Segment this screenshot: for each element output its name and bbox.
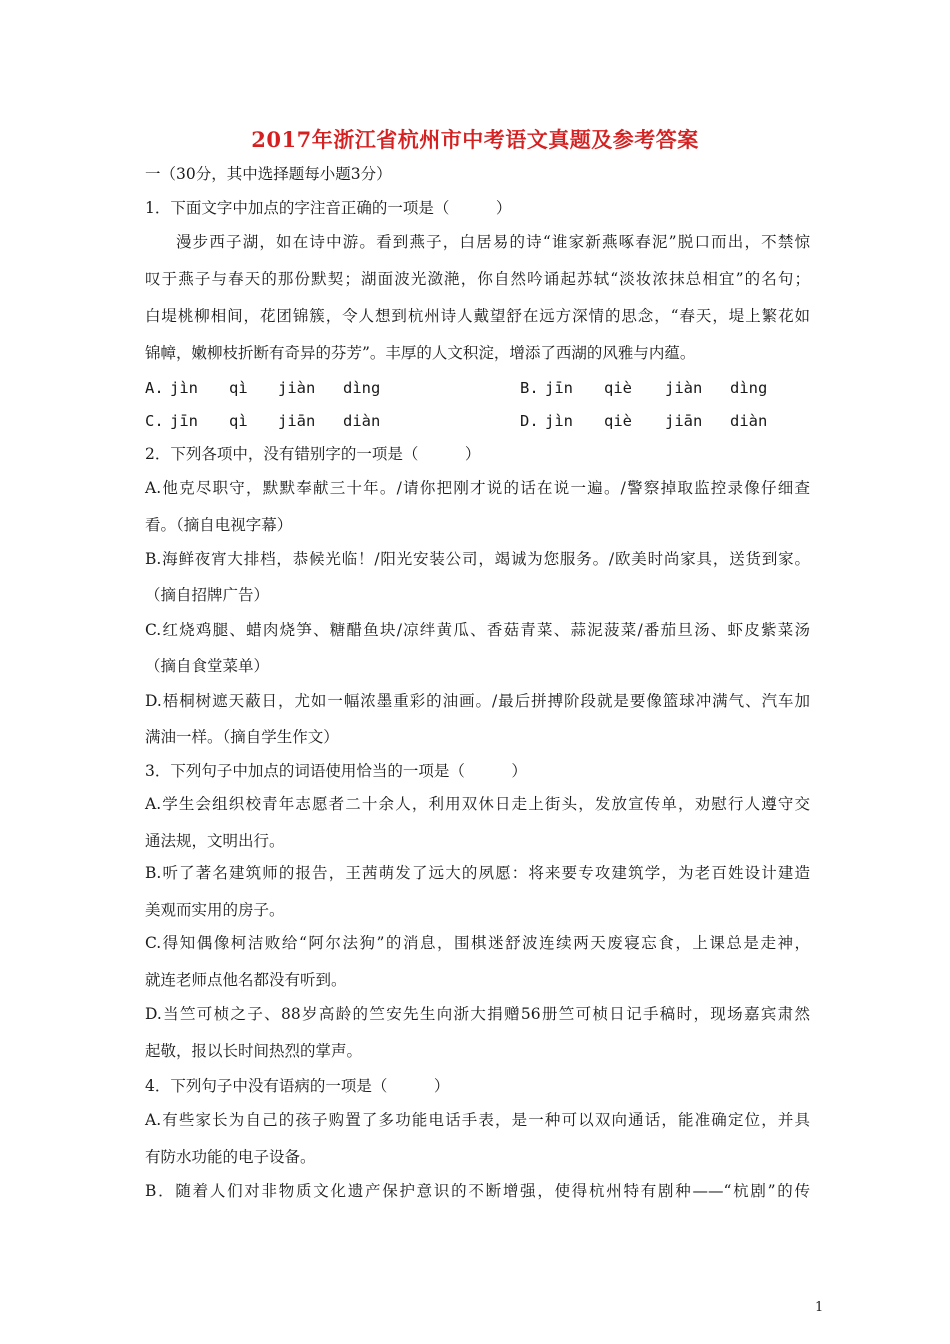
q3-line: B.听了著名建筑师的报告，王茜萌发了远大的夙愿：将来要专攻建筑学，为老百姓设计建造 [145, 864, 810, 882]
q2-line: B.海鲜夜宵大排档，恭候光临！/阳光安装公司，竭诚为您服务。/欧美时尚家具，送货到家。 [145, 550, 810, 568]
q1-passage-line: 叹于燕子与春天的那份默契；湖面波光潋滟，你自然吟诵起苏轼“淡妆浓抹总相宜”的名句； [145, 270, 810, 288]
question-4-stem: 4．下列句子中没有语病的一项是（ ） [145, 1077, 450, 1095]
q2-line: A.他克尽职守，默默奉献三十年。/请你把刚才说的话在说一遍。/警察掉取监控录像仔细查 [145, 479, 810, 497]
q2-line: C.红烧鸡腿、蜡肉烧笋、糖醋鱼块/凉绊黄瓜、香菇青菜、蒜泥菠菜/番茄旦汤、虾皮紫菜汤 [145, 621, 810, 639]
document-title: 2017年浙江省杭州市中考语文真题及参考答案 [251, 127, 699, 152]
q3-line: A.学生会组织校青年志愿者二十余人，利用双休日走上街头，发放宣传单，劝慰行人遵守交 [145, 795, 810, 813]
q4-line: A.有些家长为自己的孩子购置了多功能电话手表，是一种可以双向通话，能准确定位，并具 [145, 1111, 810, 1129]
q3-line: C.得知偶像柯洁败给“阿尔法狗”的消息，围棋迷舒波连续两天废寝忘食，上课总是走神， [145, 934, 810, 952]
question-3-stem: 3．下列句子中加点的词语使用恰当的一项是（ ） [145, 762, 527, 780]
q2-line: （摘自食堂菜单） [145, 657, 270, 675]
question-1-stem: 1．下面文字中加点的字注音正确的一项是（ ） [145, 199, 512, 217]
q3-line: D.当竺可桢之子、88岁高龄的竺安先生向浙大捐赠56册竺可桢日记手稿时，现场嘉宾肃然 [145, 1005, 810, 1023]
page-number: 1 [815, 1300, 824, 1315]
q1-passage-line: 锦幛，嫩柳枝折断有奇异的芬芳”。丰厚的人文积淀，增添了西湖的风雅与内蕴。 [145, 344, 696, 362]
q4-line: 有防水功能的电子设备。 [145, 1148, 316, 1166]
q2-line: （摘自招牌广告） [145, 586, 270, 604]
q3-line: 通法规，文明出行。 [145, 832, 285, 850]
question-2-stem: 2．下列各项中，没有错别字的一项是（ ） [145, 445, 481, 463]
q4-line: B．随着人们对非物质文化遗产保护意识的不断增强，使得杭州特有剧种——“杭剧”的传 [145, 1182, 810, 1200]
q3-line: 就连老师点他名都没有听到。 [145, 971, 347, 989]
q1-passage-line: 白堤桃柳相间，花团锦簇，令人想到杭州诗人戴望舒在远方深情的思念，“春天，堤上繁花如 [145, 307, 810, 325]
q2-line: 满油一样。（摘自学生作文） [145, 728, 339, 746]
q2-line: 看。（摘自电视字幕） [145, 516, 293, 534]
document-page: 2017年浙江省杭州市中考语文真题及参考答案 一（30分，其中选择题每小题3分） 1．下面文字中加点的字注音正确的一项是（ ） 漫步西子湖，如在诗中游。看到燕子，白居易的诗“谁家新燕啄春泥”脱口而出，不禁惊 叹于燕子与春天的那份默契；湖面波光潋滟，你自然吟诵起苏轼“淡妆浓抹总相宜”的名句； 白堤桃柳相间，花团锦簇，令人想到杭州诗人戴望舒在远方深情的思念，“春天，堤上繁花如 锦幛，嫩柳枝折断有奇异的芬芳”。丰厚的人文积淀，增添了西湖的风雅与内蕴。 A. jìn qì jiàn dìng B. jīn qiè jiàn dìng C. jīn qì jiān diàn D. jìn qiè jiān diàn 2．下列各项中，没有错别字的一项是（ ） A.他克尽职守，默默奉献三十年。/请你把刚才说的话在说一遍。/警察掉取监控录像仔细查 看。（摘自电视字幕） B.海鲜夜宵大排档，恭候光临！/阳光安装公司，竭诚为您服务。/欧美时尚家具，送货到家。 （摘自招牌广告） C.红烧鸡腿、蜡肉烧笋、糖醋鱼块/凉绊黄瓜、香菇青菜、蒜泥菠菜/番茄旦汤、虾皮紫菜汤 （摘自食堂菜单） D.梧桐树遮天蔽日，尤如一幅浓墨重彩的油画。/最后拼搏阶段就是要像篮球冲满气、汽车加 满油一样。（摘自学生作文） 3．下列句子中加点的词语使用恰当的一项是（ ） A.学生会组织校青年志愿者二十余人，利用双休日走上街头，发放宣传单，劝慰行人遵守交 通法规，文明出行。 B.听了著名建筑师的报告，王茜萌发了远大的夙愿：将来要专攻建筑学，为老百姓设计建造 美观而实用的房子。 C.得知偶像柯洁败给“阿尔法狗”的消息，围棋迷舒波连续两天废寝忘食，上课总是走神， 就连老师点他名都没有听到。 D.当竺可桢之子、88岁高龄的竺安先生向浙大捐赠56册竺可桢日记手稿时，现场嘉宾肃然 起敬，报以长时间热烈的掌声。 4．下列句子中没有语病的一项是（ ） A.有些家长为自己的孩子购置了多功能电话手表，是一种可以双向通话，能准确定位，并具 有防水功能的电子设备。 B．随着人们对非物质文化遗产保护意识的不断增强，使得杭州特有剧种——“杭剧”的传 1 [0, 0, 950, 1344]
q2-line: D.梧桐树遮天蔽日，尤如一幅浓墨重彩的油画。/最后拼搏阶段就是要像篮球冲满气、汽车加 [145, 692, 810, 710]
q1-passage-line: 漫步西子湖，如在诗中游。看到燕子，白居易的诗“谁家新燕啄春泥”脱口而出，不禁惊 [176, 233, 810, 251]
section-heading: 一（30分，其中选择题每小题3分） [145, 165, 392, 183]
q3-line: 美观而实用的房子。 [145, 901, 285, 919]
q3-line: 起敬，报以长时间热烈的掌声。 [145, 1042, 363, 1060]
